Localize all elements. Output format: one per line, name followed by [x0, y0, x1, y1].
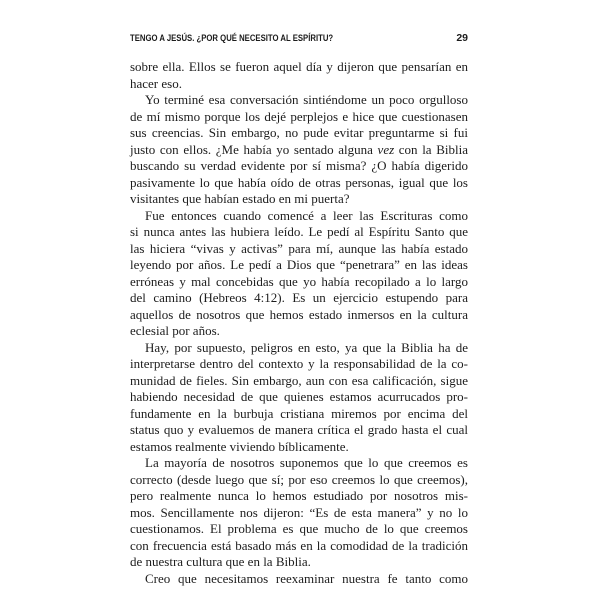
paragraph-5 — [130, 455, 468, 571]
text-line: sus creencias. Sin embargo, no pude evitar preguntarme si fui — [130, 125, 468, 140]
page-number: 29 — [456, 32, 468, 44]
text-line: sobre ella. Ellos se fueron aquel día y dijeron que pensarían en — [130, 59, 468, 74]
text-line: aquellos de nosotros que hemos estado inmersos en la cultura — [130, 306, 468, 322]
text-line — [130, 142, 468, 159]
text-line: munidad de fieles. Sin embargo, aun con esa calificación, sigue — [130, 372, 468, 388]
text-line: status quo y evaluemos de manera crítica el grado hasta el cual — [130, 422, 468, 437]
text-line: pero realmente nunca lo hemos estudiado por nosotros mis- — [130, 488, 468, 503]
text-line: habiendo necesidad de que quienes estamos acurrucados pro- — [130, 389, 468, 404]
text-line: hacer eso. — [130, 75, 182, 91]
text-line: con frecuencia está basado más en la comodidad de la tradición — [130, 537, 468, 553]
text-line: cuestionamos. El problema es que mucho de lo que creemos — [130, 521, 468, 536]
text-line: de nuestra cultura que en la Biblia. — [130, 554, 311, 569]
text-line: interpretarse dentro del contexto y la responsabilidad de la co- — [130, 356, 468, 371]
paragraph-6 — [130, 571, 468, 588]
text-line: eclesial por años. — [130, 323, 220, 338]
running-header-title: TENGO A JESÚS. ¿POR QUÉ NECESITO AL ESPÍRITU? — [130, 33, 334, 43]
paragraph-3 — [130, 208, 468, 340]
text-segment: justo con ellos. ¿Me había yo sentado alguna — [130, 141, 378, 157]
text-line: estamos realmente viviendo bíblicamente. — [130, 438, 349, 454]
paragraph-4 — [130, 340, 468, 456]
text-segment: con la Biblia — [394, 141, 468, 157]
text-line: erróneas y mal concebidas que yo había recopilado a lo largo — [130, 273, 468, 289]
text-line: La mayoría de nosotros suponemos que lo que creemos es — [145, 455, 468, 470]
text-line: buscando su verdad evidente por sí misma? ¿O había digerido — [130, 158, 468, 173]
text-line: leyendo por años. Le pedí a Dios que “penetrara” en las ideas — [130, 257, 468, 272]
paragraph-1 — [130, 59, 468, 92]
text-line: de mí mismo porque los dejé perplejos e hice que cuestionasen — [130, 108, 468, 124]
text-line: fundamente en la burbuja cristiana miremos por encima del — [130, 405, 468, 421]
text-line: visitantes que habían estado en mi puerta? — [130, 191, 350, 206]
text-line: Yo terminé esa conversación sintiéndome un poco orgulloso — [145, 92, 468, 107]
body-text — [130, 59, 468, 587]
paragraph-2 — [130, 92, 468, 208]
text-line: del camino (Hebreos 4:12). Es un ejercicio estupendo para — [130, 290, 468, 305]
text-line: Creo que necesitamos reexaminar nuestra fe tanto como — [145, 570, 468, 586]
text-line: si nunca antes las hubiera leído. Le pedí al Espíritu Santo que — [130, 224, 468, 239]
text-line: las hiciera “vivas y activas” para mí, aunque las había estado — [130, 240, 468, 256]
text-line: mos. Sencillamente nos dijeron: “Es de esta manera” y no lo — [130, 504, 468, 520]
text-line: correcto (desde luego que sí; por eso creemos lo que creemos), — [130, 471, 468, 487]
text-line: Hay, por supuesto, peligros en esto, ya que la Biblia ha de — [145, 339, 468, 355]
text-line: pasivamente lo que había oído de otras personas, igual que los — [130, 174, 468, 190]
emphasized-word: vez — [377, 141, 395, 157]
text-line: Fue entonces cuando comencé a leer las Escrituras como — [145, 207, 468, 223]
